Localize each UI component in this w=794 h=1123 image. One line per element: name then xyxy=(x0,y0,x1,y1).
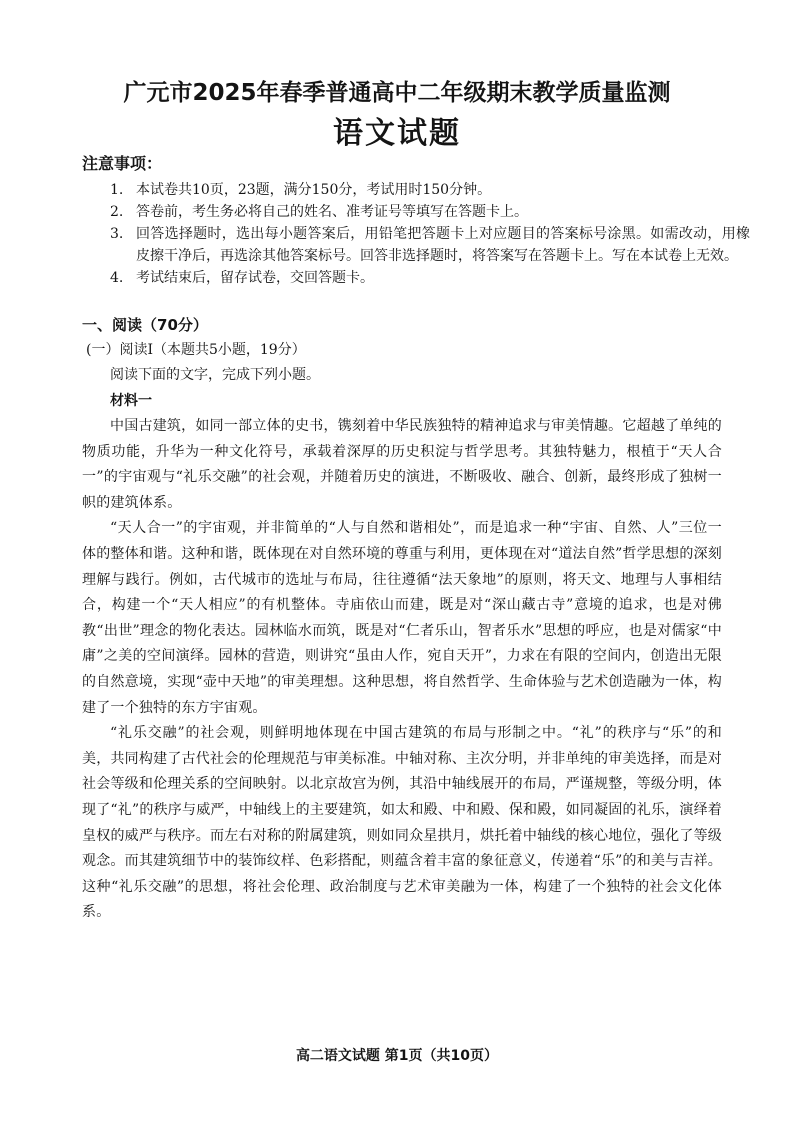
notice-item xyxy=(110,201,750,223)
notice-number: 3. xyxy=(110,226,124,242)
subsection-heading: (一）阅读Ⅰ（本题共5小题，19分） xyxy=(86,342,306,358)
notice-text: 答卷前，考生务必将自己的姓名、准考证号等填写在答题卡上。 xyxy=(136,204,528,220)
section-heading: 一、阅读（70分） xyxy=(82,316,208,334)
notice-number: 1. xyxy=(110,182,124,198)
paragraph: 中国古建筑，如同一部立体的史书，镌刻着中华民族独特的精神追求与审美情趣。它超越了单纯的物质功能，升华为一种文化符号，承载着深厚的历史积淀与哲学思考。其独特魅力，根植于“天人合一”的宇宙观与“礼乐交融”的社会观，并随着历史的演进，不断吸收、融合、创新，最终形成了独树一帜的建筑体系。 xyxy=(82,418,722,511)
paragraph: “天人合一”的宇宙观，并非简单的“人与自然和谐相处”，而是追求一种“宇宙、自然、人”三位一体的整体和谐。这种和谐，既体现在对自然环境的尊重与利用，更体现在对“道法自然”哲学思想的深刻理解与践行。例如，古代城市的选址与布局，往往遵循“法天象地”的原则，将天文、地理与人事相结合，构建一个“天人相应”的有机整体。寺庙依山而建，既是对“深山藏古寺”意境的追求，也是对佛教“出世”理念的物化表达。园林临水而筑，既是对“仁者乐山，智者乐水”思想的呼应，也是对儒家“中庸”之美的空间演绎。园林的营造，则讲究“虽由人作，宛自天开”，力求在有限的空间内，创造出无限的自然意境，实现“壶中天地”的审美理想。这种思想，将自然哲学、生命体验与艺术创造融为一体，构建了一个独特的东方宇宙观。 xyxy=(82,520,722,716)
exam-title: 广元市2025年春季普通高中二年级期末教学质量监测 xyxy=(123,80,671,106)
subject-title: 语文试题 xyxy=(333,116,461,151)
notice-item xyxy=(110,267,750,289)
material-body xyxy=(82,414,722,926)
notice-item xyxy=(110,223,750,267)
reading-instruction: 阅读下面的文字，完成下列小题。 xyxy=(110,367,320,383)
paragraph: “礼乐交融”的社会观，则鲜明地体现在中国古建筑的布局与形制之中。“礼”的秩序与“乐”的和美，共同构建了古代社会的伦理规范与审美标准。中轴对称、主次分明，并非单纯的审美选择，而是对社会等级和伦理关系的空间映射。以北京故宫为例，其沿中轴线展开的布局，严谨规整，等级分明，体现了“礼”的秩序与威严，中轴线上的主要建筑，如太和殿、中和殿、保和殿，如同凝固的礼乐，演绎着皇权的威严与秩序。而左右对称的附属建筑，则如同众星拱月，烘托着中轴线的核心地位，强化了等级观念。而其建筑细节中的装饰纹样、色彩搭配，则蕴含着丰富的象征意义，传递着“乐”的和美与吉祥。这种“礼乐交融”的思想，将社会伦理、政治制度与艺术审美融为一体，构建了一个独特的社会文化体系。 xyxy=(82,725,722,921)
notice-text: 本试卷共10页，23题，满分150分，考试用时150分钟。 xyxy=(136,182,492,198)
notice-list xyxy=(110,179,750,289)
page-footer: 高二语文试题 第1页（共10页） xyxy=(295,1048,499,1064)
notice-number: 4. xyxy=(110,270,124,286)
notice-heading: 注意事项： xyxy=(82,154,163,173)
notice-text: 考试结束后，留存试卷，交回答题卡。 xyxy=(136,270,374,286)
notice-number: 2. xyxy=(110,204,124,220)
material-label: 材料一 xyxy=(110,393,152,409)
notice-item xyxy=(110,179,750,201)
notice-text: 回答选择题时，选出每小题答案后，用铅笔把答题卡上对应题目的答案标号涂黑。如需改动，用橡皮擦干净后，再选涂其他答案标号。回答非选择题时，将答案写在答题卡上。写在本试卷上无效。 xyxy=(136,226,750,264)
